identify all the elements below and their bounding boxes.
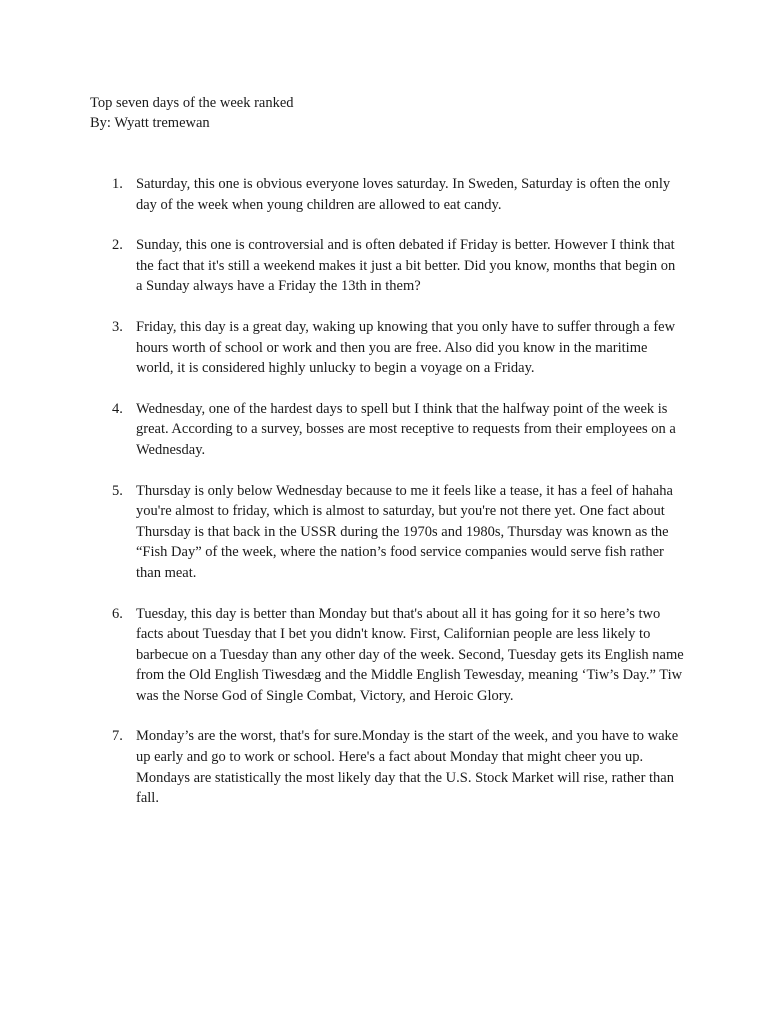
- list-item-number: 4.: [112, 400, 123, 417]
- list-item: [0, 726, 768, 808]
- list-item-text: Wednesday, one of the hardest days to spell but I think that the halfway point of the week is great. According to a survey, bosses are most receptive to requests from their employees on a Wednesday.: [136, 400, 676, 458]
- list-item-number: 5.: [112, 482, 123, 499]
- list-item-text: Sunday, this one is controversial and is often debated if Friday is better. However I think that the fact that it's still a weekend makes it just a bit better. Did you know, months that begin on a Sunday always have a Friday the 13th in them?: [136, 237, 676, 295]
- document-byline: By: Wyatt tremewan: [90, 115, 210, 131]
- list-item-number: 7.: [112, 728, 123, 745]
- list-item: [0, 481, 768, 584]
- document-title: Top seven days of the week ranked: [90, 95, 294, 111]
- list-item-number: 6.: [112, 605, 123, 622]
- list-item-number: 2.: [112, 237, 123, 254]
- list-item-text: Saturday, this one is obvious everyone loves saturday. In Sweden, Saturday is often the only day of the week when young children are allowed to eat candy.: [136, 176, 671, 213]
- list-item: [0, 174, 768, 215]
- list-item-text: Tuesday, this day is better than Monday but that's about all it has going for it so here’s two facts about Tuesday that I bet you didn't know. First, Californian people are less likely to barbecue on a Tuesday than any other day of the week. Second, Tuesday gets its English name from the Old English Tiwesdæg and the Middle English Tewesday, meaning ‘Tiw’s Day.” Tiw was the Norse God of Single Combat, Victory, and Heroic Glory.: [136, 605, 684, 704]
- list-item-text: Friday, this day is a great day, waking up knowing that you only have to suffer through a few hours worth of school or work and then you are free. Also did you know in the maritime world, it is considered highly unlucky to begin a voyage on a Friday.: [136, 318, 676, 377]
- list-item-number: 3.: [112, 318, 123, 335]
- list-item: [0, 399, 768, 461]
- list-item: [0, 604, 768, 707]
- ranked-list: [0, 174, 768, 829]
- list-item: [0, 235, 768, 297]
- document-header: [90, 93, 294, 133]
- list-item-text: Thursday is only below Wednesday because to me it feels like a tease, it has a feel of hahaha you're almost to friday, which is almost to saturday, but you're not there yet. One fact about Thursday is that back in the USSR during the 1970s and 1980s, Thursday was known as the “Fish Day” of the week, where the nation’s food service companies would serve fish rather than meat.: [136, 482, 673, 581]
- list-item-text: Monday’s are the worst, that's for sure.Monday is the start of the week, and you have to wake up early and go to work or school. Here's a fact about Monday that might cheer you up. Mondays are statistically the most likely day that the U.S. Stock Market will rise, rather than fall.: [136, 728, 679, 807]
- list-item: [0, 317, 768, 379]
- list-item-number: 1.: [112, 176, 123, 192]
